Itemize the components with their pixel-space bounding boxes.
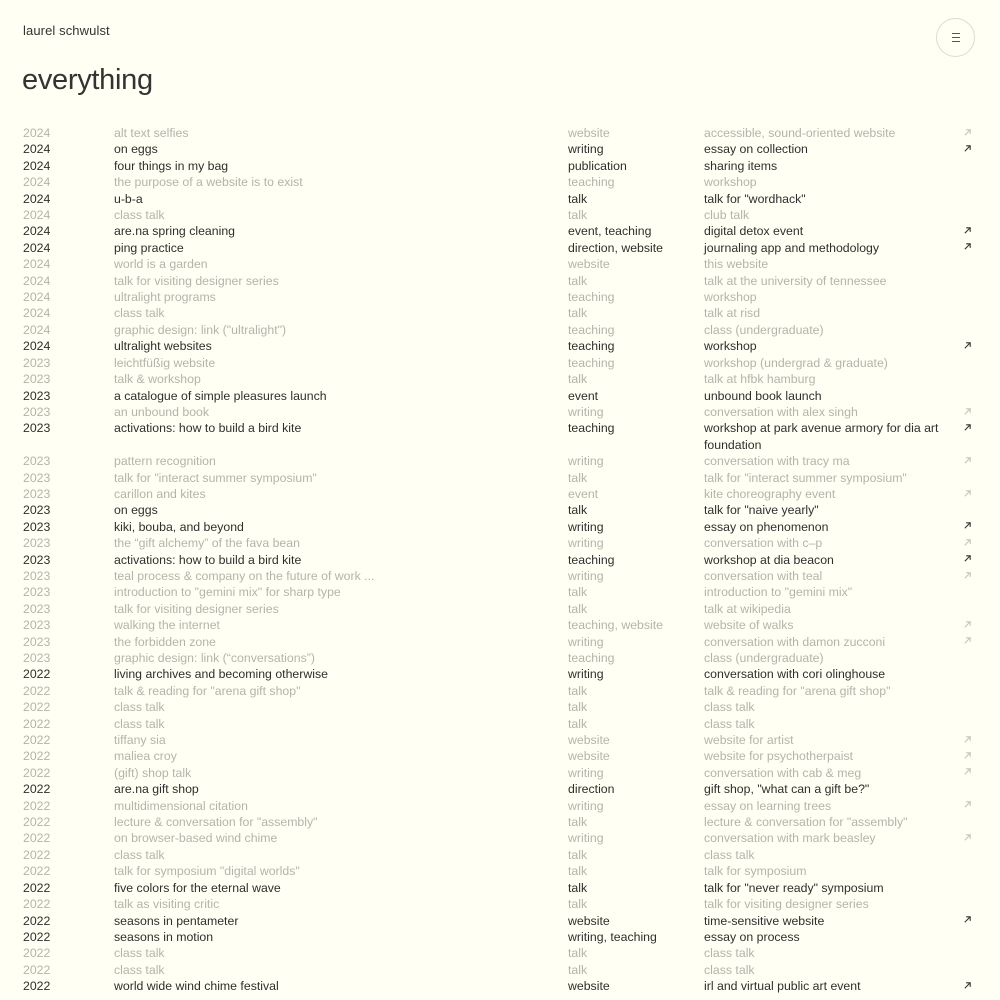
title-cell: class talk [114, 306, 165, 321]
title-cell: the forbidden zone [114, 634, 216, 649]
description-cell: talk for "wordhack" [704, 191, 806, 206]
table-row[interactable] [0, 191, 1000, 207]
category-cell: teaching [568, 421, 615, 436]
year-cell: 2023 [23, 519, 51, 534]
title-cell: ping practice [114, 240, 184, 255]
category-cell: writing [568, 519, 604, 534]
year-cell: 2024 [23, 142, 51, 157]
table-row[interactable] [0, 830, 1000, 846]
description-cell: introduction to "gemini mix" [704, 585, 853, 600]
category-cell: writing [568, 634, 604, 649]
table-row[interactable] [0, 913, 1000, 929]
year-cell: 2023 [23, 536, 51, 551]
title-cell: carillon and kites [114, 486, 206, 501]
description-cell: workshop at park avenue armory for dia art foundation [704, 421, 939, 452]
year-cell: 2024 [23, 240, 51, 255]
title-cell: multidimensional citation [114, 798, 248, 813]
title-cell: walking the internet [114, 618, 220, 633]
description-cell: kite choreography event [704, 486, 836, 501]
title-cell: five colors for the eternal wave [114, 880, 281, 895]
description-cell: conversation with teal [704, 568, 823, 583]
external-link-arrow-icon[interactable] [961, 830, 973, 846]
category-cell: teaching [568, 552, 615, 567]
description-cell: conversation with tracy ma [704, 454, 850, 469]
year-cell: 2022 [23, 880, 51, 895]
external-link-arrow-icon[interactable] [961, 913, 973, 929]
year-cell: 2024 [23, 257, 51, 272]
table-row[interactable] [0, 699, 1000, 715]
table-row[interactable] [0, 158, 1000, 174]
external-link-arrow-icon[interactable] [961, 223, 973, 239]
category-cell: talk [568, 585, 588, 600]
category-cell: event [568, 388, 599, 403]
category-cell: talk [568, 683, 588, 698]
table-row[interactable] [0, 962, 1000, 978]
title-cell: kiki, bouba, and beyond [114, 519, 244, 534]
category-cell: teaching [568, 322, 615, 337]
description-cell: website for artist [704, 733, 794, 748]
description-cell: workshop [704, 175, 757, 190]
year-cell: 2022 [23, 847, 51, 862]
year-cell: 2024 [23, 273, 51, 288]
year-cell: 2022 [23, 749, 51, 764]
external-link-arrow-icon[interactable] [961, 141, 973, 157]
table-row[interactable] [0, 896, 1000, 912]
year-cell: 2022 [23, 864, 51, 879]
table-row[interactable] [0, 765, 1000, 781]
category-cell: teaching [568, 175, 615, 190]
external-link-arrow-icon[interactable] [961, 634, 973, 650]
title-cell: class talk [114, 208, 165, 223]
external-link-arrow-icon[interactable] [961, 748, 973, 764]
table-row[interactable] [0, 223, 1000, 239]
table-row[interactable] [0, 338, 1000, 354]
table-row[interactable] [0, 420, 1000, 453]
description-cell: talk for "never ready" symposium [704, 880, 884, 895]
title-cell: on eggs [114, 503, 158, 518]
table-row[interactable] [0, 814, 1000, 830]
year-cell: 2024 [23, 126, 51, 140]
category-cell: writing [568, 536, 604, 551]
year-cell: 2022 [23, 798, 51, 813]
table-row[interactable] [0, 584, 1000, 600]
category-cell: talk [568, 880, 588, 895]
table-row[interactable] [0, 273, 1000, 289]
table-row[interactable] [0, 371, 1000, 387]
category-cell: website [568, 257, 610, 272]
year-cell: 2023 [23, 421, 51, 436]
category-cell: talk [568, 503, 588, 518]
title-cell: are.na spring cleaning [114, 224, 235, 239]
table-row[interactable] [0, 305, 1000, 321]
category-cell: writing [568, 831, 604, 846]
table-row[interactable] [0, 240, 1000, 256]
description-cell: class (undergraduate) [704, 322, 824, 337]
external-link-arrow-icon[interactable] [961, 765, 973, 781]
external-link-arrow-icon[interactable] [961, 535, 973, 551]
table-row[interactable] [0, 748, 1000, 764]
category-cell: website [568, 979, 610, 994]
year-cell: 2024 [23, 224, 51, 239]
description-cell: workshop (undergrad & graduate) [704, 355, 888, 370]
description-cell: talk for visiting designer series [704, 897, 869, 912]
title-cell: graphic design: link ("ultralight") [114, 322, 287, 337]
description-cell: talk for "naive yearly" [704, 503, 819, 518]
year-cell: 2022 [23, 716, 51, 731]
title-cell: talk for visiting designer series [114, 273, 279, 288]
description-cell: workshop [704, 290, 757, 305]
year-cell: 2023 [23, 585, 51, 600]
category-cell: website [568, 733, 610, 748]
description-cell: time-sensitive website [704, 913, 825, 928]
external-link-arrow-icon[interactable] [961, 453, 973, 469]
title-cell: talk for visiting designer series [114, 601, 279, 616]
title-cell: an unbound book [114, 404, 210, 419]
description-cell: class talk [704, 716, 755, 731]
table-row[interactable] [0, 929, 1000, 945]
year-cell: 2024 [23, 158, 51, 173]
description-cell: website for psychotherpaist [704, 749, 854, 764]
table-row[interactable] [0, 798, 1000, 814]
description-cell: irl and virtual public art event [704, 979, 861, 994]
year-cell: 2022 [23, 897, 51, 912]
title-cell: talk for "interact summer symposium" [114, 470, 317, 485]
external-link-arrow-icon[interactable] [961, 125, 973, 141]
title-cell: leichtfüßig website [114, 355, 216, 370]
table-row[interactable] [0, 945, 1000, 961]
table-row[interactable] [0, 502, 1000, 518]
category-cell: teaching [568, 651, 615, 665]
category-cell: direction [568, 782, 615, 797]
year-cell: 2023 [23, 388, 51, 403]
description-cell: talk at risd [704, 306, 761, 321]
category-cell: writing, teaching [568, 929, 657, 944]
category-cell: teaching [568, 290, 615, 305]
title-cell: lecture & conversation for "assembly" [114, 815, 318, 830]
category-cell: talk [568, 208, 588, 223]
table-row[interactable] [0, 519, 1000, 535]
description-cell: digital detox event [704, 224, 804, 239]
description-cell: essay on phenomenon [704, 519, 829, 534]
title-cell: ultralight programs [114, 290, 216, 305]
description-cell: accessible, sound-oriented website [704, 126, 896, 140]
year-cell: 2023 [23, 651, 51, 665]
description-cell: talk & reading for "arena gift shop" [704, 683, 891, 698]
title-cell: activations: how to build a bird kite [114, 552, 302, 567]
table-row[interactable] [0, 174, 1000, 190]
year-cell: 2023 [23, 634, 51, 649]
description-cell: lecture & conversation for "assembly" [704, 815, 908, 830]
description-cell: conversation with mark beasley [704, 831, 876, 846]
menu-button[interactable] [936, 18, 975, 57]
year-cell: 2024 [23, 175, 51, 190]
title-cell: class talk [114, 700, 165, 715]
description-cell: class talk [704, 962, 755, 977]
category-cell: writing [568, 667, 604, 682]
title-cell: living archives and becoming otherwise [114, 667, 328, 682]
table-row[interactable] [0, 322, 1000, 338]
year-cell: 2023 [23, 503, 51, 518]
category-cell: talk [568, 273, 588, 288]
description-cell: class talk [704, 700, 755, 715]
description-cell: talk for "interact summer symposium" [704, 470, 907, 485]
description-cell: conversation with damon zucconi [704, 634, 886, 649]
category-cell: talk [568, 946, 588, 961]
external-link-arrow-icon[interactable] [961, 568, 973, 584]
table-row[interactable] [0, 355, 1000, 371]
year-cell: 2022 [23, 815, 51, 830]
category-cell: publication [568, 158, 627, 173]
table-row[interactable] [0, 978, 1000, 994]
title-cell: alt text selfies [114, 126, 189, 140]
year-cell: 2022 [23, 913, 51, 928]
table-row[interactable] [0, 601, 1000, 617]
category-cell: teaching [568, 355, 615, 370]
category-cell: writing [568, 568, 604, 583]
site-name[interactable]: laurel schwulst [23, 23, 110, 38]
category-cell: writing [568, 404, 604, 419]
description-cell: conversation with cab & meg [704, 765, 862, 780]
year-cell: 2023 [23, 552, 51, 567]
title-cell: u-b-a [114, 191, 143, 206]
title-cell: on browser-based wind chime [114, 831, 278, 846]
category-cell: writing [568, 454, 604, 469]
category-cell: talk [568, 897, 588, 912]
title-cell: the “gift alchemy” of the fava bean [114, 536, 300, 551]
year-cell: 2024 [23, 339, 51, 354]
year-cell: 2022 [23, 831, 51, 846]
year-cell: 2024 [23, 322, 51, 337]
hamburger-menu-icon [952, 33, 960, 42]
description-cell: conversation with cori olinghouse [704, 667, 886, 682]
year-cell: 2022 [23, 929, 51, 944]
title-cell: class talk [114, 962, 165, 977]
table-row[interactable] [0, 683, 1000, 699]
table-row[interactable] [0, 453, 1000, 469]
year-cell: 2023 [23, 372, 51, 387]
title-cell: tiffany sia [114, 733, 166, 748]
table-row[interactable] [0, 141, 1000, 157]
year-cell: 2024 [23, 208, 51, 223]
projects-list [0, 125, 1000, 995]
category-cell: website [568, 913, 610, 928]
year-cell: 2022 [23, 765, 51, 780]
table-row[interactable] [0, 470, 1000, 486]
page-title: everything [22, 64, 153, 96]
table-row[interactable] [0, 781, 1000, 797]
year-cell: 2022 [23, 946, 51, 961]
external-link-arrow-icon[interactable] [961, 617, 973, 633]
description-cell: essay on process [704, 929, 800, 944]
year-cell: 2023 [23, 568, 51, 583]
external-link-arrow-icon[interactable] [961, 338, 973, 354]
title-cell: pattern recognition [114, 454, 216, 469]
table-row[interactable] [0, 552, 1000, 568]
description-cell: talk at wikipedia [704, 601, 791, 616]
title-cell: introduction to "gemini mix" for sharp type [114, 585, 341, 600]
description-cell: class talk [704, 847, 755, 862]
title-cell: (gift) shop talk [114, 765, 192, 780]
category-cell: talk [568, 372, 588, 387]
title-cell: world is a garden [114, 257, 208, 272]
external-link-arrow-icon[interactable] [961, 519, 973, 535]
year-cell: 2022 [23, 979, 51, 994]
title-cell: a catalogue of simple pleasures launch [114, 388, 327, 403]
year-cell: 2024 [23, 191, 51, 206]
category-cell: teaching, website [568, 618, 664, 633]
year-cell: 2024 [23, 306, 51, 321]
year-cell: 2022 [23, 962, 51, 977]
table-row[interactable] [0, 207, 1000, 223]
table-row[interactable] [0, 847, 1000, 863]
description-cell: website of walks [704, 618, 794, 633]
title-cell: seasons in motion [114, 929, 214, 944]
description-cell: unbound book launch [704, 388, 822, 403]
title-cell: teal process & company on the future of work ... [114, 568, 375, 583]
table-row[interactable] [0, 666, 1000, 682]
title-cell: talk as visiting critic [114, 897, 220, 912]
title-cell: class talk [114, 946, 165, 961]
table-row[interactable] [0, 125, 1000, 141]
description-cell: conversation with alex singh [704, 404, 858, 419]
category-cell: writing [568, 798, 604, 813]
title-cell: activations: how to build a bird kite [114, 421, 302, 436]
category-cell: event [568, 486, 599, 501]
year-cell: 2024 [23, 290, 51, 305]
title-cell: world wide wind chime festival [114, 979, 279, 994]
category-cell: talk [568, 847, 588, 862]
category-cell: talk [568, 815, 588, 830]
table-row[interactable] [0, 617, 1000, 633]
year-cell: 2023 [23, 601, 51, 616]
table-row[interactable] [0, 535, 1000, 551]
title-cell: graphic design: link (“conversations”) [114, 651, 315, 665]
external-link-arrow-icon[interactable] [961, 420, 973, 436]
title-cell: four things in my bag [114, 158, 229, 173]
title-cell: on eggs [114, 142, 158, 157]
year-cell: 2022 [23, 733, 51, 748]
year-cell: 2023 [23, 470, 51, 485]
external-link-arrow-icon[interactable] [961, 732, 973, 748]
title-cell: are.na gift shop [114, 782, 199, 797]
description-cell: talk at the university of tennessee [704, 273, 887, 288]
title-cell: talk & reading for "arena gift shop" [114, 683, 301, 698]
category-cell: talk [568, 864, 588, 879]
description-cell: journaling app and methodology [704, 240, 880, 255]
category-cell: website [568, 126, 610, 140]
title-cell: talk & workshop [114, 372, 201, 387]
category-cell: writing [568, 142, 604, 157]
external-link-arrow-icon[interactable] [961, 798, 973, 814]
description-cell: club talk [704, 208, 750, 223]
description-cell: class talk [704, 946, 755, 961]
description-cell: workshop [704, 339, 757, 354]
year-cell: 2023 [23, 404, 51, 419]
category-cell: direction, website [568, 240, 664, 255]
year-cell: 2023 [23, 355, 51, 370]
title-cell: the purpose of a website is to exist [114, 175, 303, 190]
category-cell: talk [568, 470, 588, 485]
description-cell: gift shop, "what can a gift be?" [704, 782, 870, 797]
category-cell: website [568, 749, 610, 764]
description-cell: conversation with c–p [704, 536, 823, 551]
description-cell: talk for symposium [704, 864, 807, 879]
title-cell: ultralight websites [114, 339, 212, 354]
external-link-arrow-icon[interactable] [961, 240, 973, 256]
category-cell: talk [568, 700, 588, 715]
description-cell: sharing items [704, 158, 778, 173]
category-cell: talk [568, 601, 588, 616]
table-row[interactable] [0, 732, 1000, 748]
title-cell: talk for symposium "digital worlds" [114, 864, 300, 879]
table-row[interactable] [0, 634, 1000, 650]
description-cell: this website [704, 257, 769, 272]
year-cell: 2022 [23, 782, 51, 797]
category-cell: teaching [568, 339, 615, 354]
table-row[interactable] [0, 256, 1000, 272]
year-cell: 2022 [23, 683, 51, 698]
year-cell: 2023 [23, 618, 51, 633]
external-link-arrow-icon[interactable] [961, 978, 973, 994]
external-link-arrow-icon[interactable] [961, 552, 973, 568]
table-row[interactable] [0, 863, 1000, 879]
title-cell: class talk [114, 847, 165, 862]
table-row[interactable] [0, 568, 1000, 584]
year-cell: 2022 [23, 700, 51, 715]
category-cell: talk [568, 716, 588, 731]
category-cell: talk [568, 306, 588, 321]
description-cell: essay on learning trees [704, 798, 832, 813]
category-cell: talk [568, 962, 588, 977]
year-cell: 2023 [23, 454, 51, 469]
category-cell: writing [568, 765, 604, 780]
title-cell: seasons in pentameter [114, 913, 239, 928]
table-row[interactable] [0, 716, 1000, 732]
year-cell: 2022 [23, 667, 51, 682]
table-row[interactable] [0, 404, 1000, 420]
external-link-arrow-icon[interactable] [961, 486, 973, 502]
table-row[interactable] [0, 388, 1000, 404]
table-row[interactable] [0, 880, 1000, 896]
description-cell: workshop at dia beacon [704, 552, 834, 567]
category-cell: talk [568, 191, 588, 206]
table-row[interactable] [0, 289, 1000, 305]
description-cell: talk at hfbk hamburg [704, 372, 816, 387]
table-row[interactable] [0, 650, 1000, 666]
title-cell: class talk [114, 716, 165, 731]
description-cell: essay on collection [704, 142, 808, 157]
external-link-arrow-icon[interactable] [961, 404, 973, 420]
table-row[interactable] [0, 486, 1000, 502]
year-cell: 2023 [23, 486, 51, 501]
title-cell: maliea croy [114, 749, 177, 764]
category-cell: event, teaching [568, 224, 652, 239]
description-cell: class (undergraduate) [704, 651, 824, 665]
